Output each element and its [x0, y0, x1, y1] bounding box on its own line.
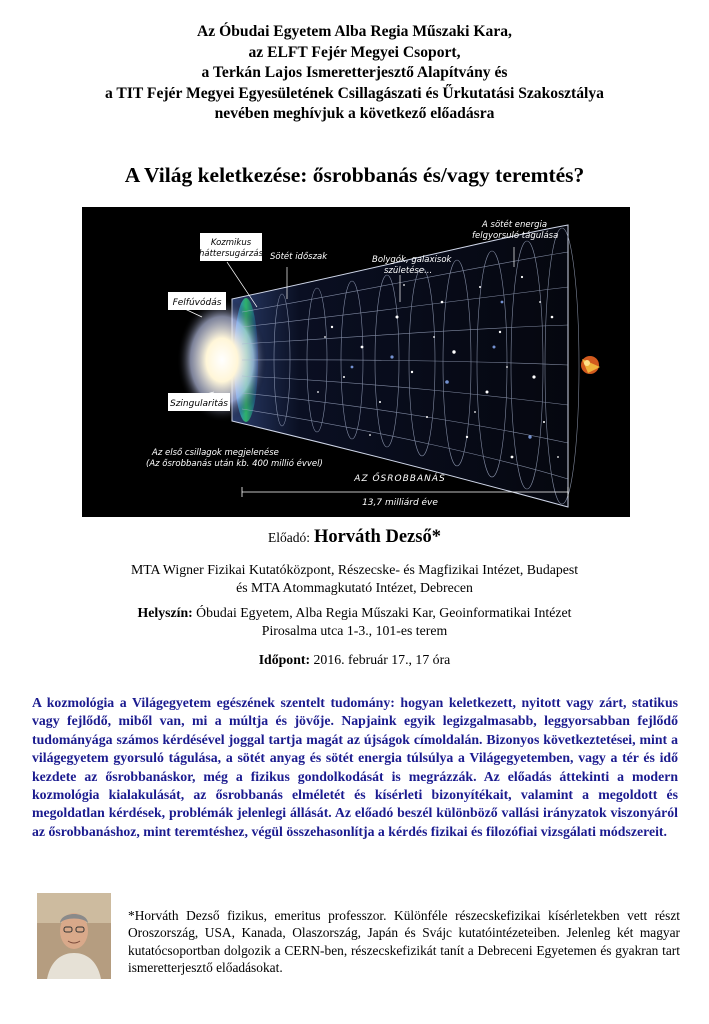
label-dark-age: Sötét időszak — [270, 252, 328, 262]
label-big-bang: AZ ŐSROBBANÁS — [354, 474, 446, 484]
speaker-affiliation — [0, 561, 709, 597]
label-dark-energy-2: felgyorsuló tágulása — [472, 231, 559, 241]
venue-line-2: Pirosalma utca 1-3., 101-es terem — [261, 623, 448, 638]
label-singularity: Szingularitás — [169, 399, 229, 409]
affiliation-line-1: MTA Wigner Fizikai Kutatóközpont, Részecske- és Magfizikai Intézet, Budapest — [130, 562, 579, 577]
header-line: az ELFT Fejér Megyei Csoport, — [248, 43, 461, 61]
time-value: 2016. február 17., 17 óra — [313, 652, 451, 667]
label-first-stars-2: (Az ősrobbanás után kb. 400 millió évvel) — [146, 459, 323, 469]
time-label: Időpont: — [258, 652, 311, 667]
label-cmb-1: Kozmikus — [210, 238, 252, 248]
header-line: a TIT Fejér Megyei Egyesületének Csillagászati és Űrkutatási Szakosztálya — [105, 84, 604, 102]
speaker-footnote-mark: * — [431, 527, 441, 547]
universe-timeline-figure — [82, 207, 630, 517]
invitation-header — [0, 22, 709, 125]
label-age: 13,7 milliárd éve — [362, 498, 438, 508]
label-first-stars-1: Az első csillagok megjelenése — [152, 448, 279, 458]
speaker-label: Előadó: — [268, 530, 311, 545]
lecture-abstract: A kozmológia a Világegyetem egészének szentelt tudomány: hogyan keletkezett, nyitott vagy zárt, statikus vagy fejlődő, miből van, mi a múltja és jövője. Napjaink egyik legizgalmasabb, leggyorsabban fejlődő tudományága számos kérdésével joggal tartja magát az újságok címoldalán. Bizonyos következtetései, mint a világegyetem gyorsuló tágulása, a sötét anyag és sötét energia túlsúlya a Világegyetemben, vagy a tér és idő kezdete az ősrobbanáskor, még a fizikus gondolkodását is megrázzák. Az előadás áttekinti a modern kozmológia kialakulását, az ősrobbanás elméletét és kísérleti bizonyítékait, valamint a megoldott és megoldatlan kérdések, problémák jelenlegi állását. Az előadó beszél különböző vallási irányzatok viszonyáról az ősrobbanáshoz, mint teremtéshez, végül összehasonlítja a kérdés fizikai és filozófiai vizsgálati módszereit. — [32, 695, 678, 839]
label-galaxies-2: születése... — [384, 266, 433, 276]
speaker-line — [0, 527, 709, 548]
venue-label: Helyszín: — [137, 605, 193, 620]
speaker-photo — [37, 893, 111, 979]
venue-line-1: Óbudai Egyetem, Alba Regia Műszaki Kar, Geoinformatikai Intézet — [196, 605, 572, 620]
header-line: Az Óbudai Egyetem Alba Regia Műszaki Kara, — [197, 23, 512, 40]
header-line: nevében meghívjuk a következő előadásra — [214, 105, 495, 122]
label-dark-energy-1: A sötét energia — [482, 220, 548, 230]
label-inflation: Felfúvódás — [172, 298, 222, 308]
label-galaxies-1: Bolygók, galaxisok — [372, 255, 452, 265]
lecture-title: A Világ keletkezése: ősrobbanás és/vagy teremtés? — [124, 163, 585, 187]
speaker-bio: *Horváth Dezső fizikus, emeritus professzor. Különféle részecskefizikai kísérletekben vett részt Oroszország, USA, Kanada, Olaszország, Japán és Svájc kutatóintézeteiben. Jelenleg két magyar kutatócsoportban dolgozik a CERN-ben, részecskefizikát tanít a Debreceni Egyetemen és gyakran tart ismeretterjesztő előadásokat. — [128, 908, 680, 976]
venue — [0, 604, 709, 640]
speaker-name: Horváth Dezső — [314, 527, 432, 547]
affiliation-line-2: és MTA Atommagkutató Intézet, Debrecen — [236, 580, 473, 595]
event-time — [0, 651, 709, 669]
header-line: a Terkán Lajos Ismeretterjesztő Alapítvány és — [201, 64, 508, 81]
label-cmb-2: háttersugárzás — [199, 249, 263, 259]
